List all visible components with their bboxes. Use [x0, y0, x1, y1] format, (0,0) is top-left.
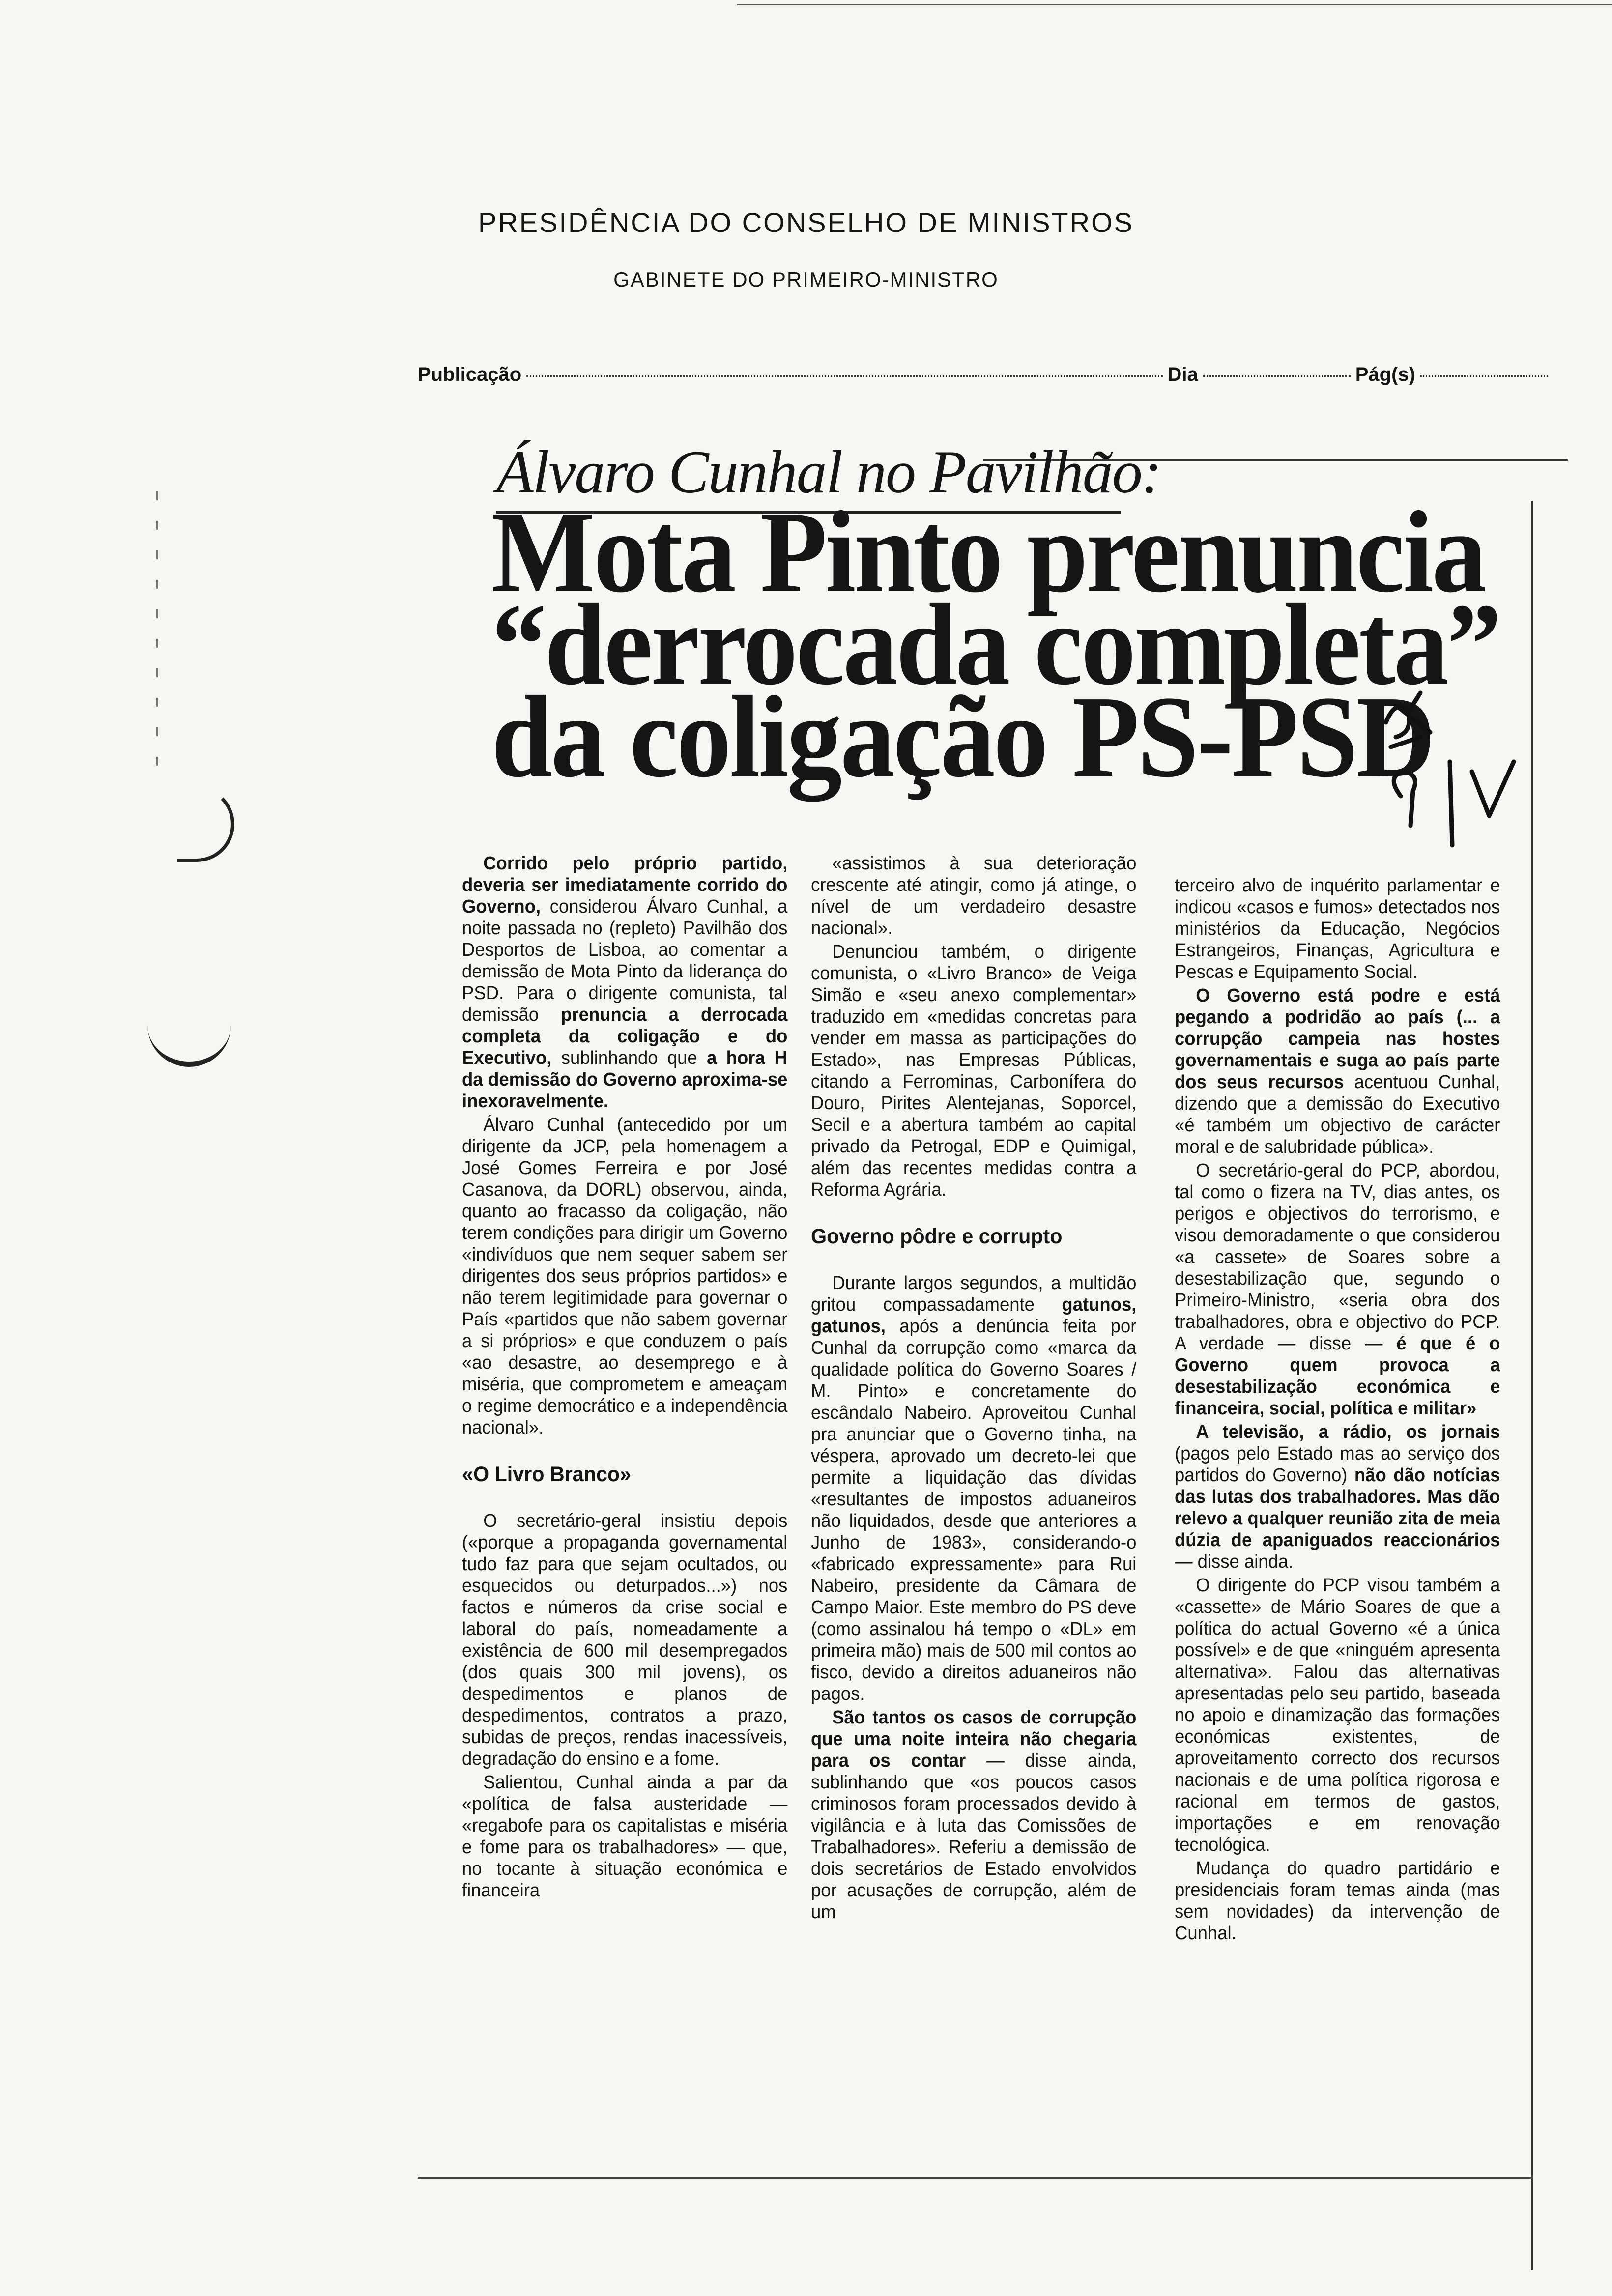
bold-text: O Governo está podre e está pegando a podridão ao país (... a corrupção campeia nas hostes governamentais e suga ao país parte dos seus recursos — [1175, 985, 1500, 1092]
paragraph: terceiro alvo de inquérito parlamentar e indicou «casos e fumos» detectados nos ministérios da Educação, Negócios Estrangeiros, Finanças, Agricultura e Pescas e Equipamento Social. — [1175, 875, 1500, 982]
institution-title: PRESIDÊNCIA DO CONSELHO DE MINISTROS — [478, 207, 1134, 238]
text: acentuou Cunhal, dizendo que a demissão do Executivo «é também um objectivo de carácter moral e de salubridade pública». — [1175, 1072, 1500, 1157]
field-pags-label: Pág(s) — [1355, 364, 1415, 385]
text: — disse ainda. — [1175, 1551, 1294, 1572]
publication-fields — [418, 364, 1548, 386]
paragraph — [811, 1272, 1136, 1705]
paragraph — [462, 853, 787, 1112]
bold-text: São tantos os casos de corrupção que uma noite inteira não chegaria para os contar — [811, 1707, 1137, 1771]
field-publicacao-line — [526, 375, 1162, 377]
paragraph: O secretário-geral insistiu depois («porque a propaganda governamental tudo faz para que sejam ocultados, ou esquecidos ou deturpados...») nos factos e números da crise social e laboral do país, nomeadamente a existência de 600 mil desempregados (dos quais 300 mil jovens), os despedimentos e planos de despedimentos, contratos a prazo, subidas de preços, rendas inacessíveis, degradação do ensino e a fome. — [462, 1511, 788, 1769]
article-headline — [491, 488, 1500, 802]
bold-text: A televisão, a rádio, os jornais — [1196, 1422, 1500, 1442]
paragraph: O dirigente do PCP visou também a «cassette» de Mário Soares de que a política do actual Governo «é a única possível» e de que «ninguém apresenta alternativa». Falou das alternativas apresentadas pelo seu partido, baseada no apoio e dinamização das formações económicas existentes, de aproveitamento correcto dos recursos nacionais e de uma política rigorosa e racional em termos de gastos, importações e em renovação tecnológica. — [1175, 1575, 1500, 1855]
headline-line-1: Mota Pinto prenuncia — [491, 488, 1485, 617]
text: O secretário-geral do PCP, abordou, tal como o fizera na TV, dias antes, os perigos e objectivos do terrorismo, e visou demoradamente o que considerou «a cassete» de Soares sobre a desestabilização que, segundo o Primeiro-Ministro, «seria obra dos trabalhadores, obra e objectivo do PCP. A verdade — disse — — [1175, 1160, 1500, 1354]
binder-hole-marks — [156, 491, 158, 767]
field-dia-line — [1203, 375, 1351, 377]
paragraph — [1175, 1421, 1500, 1573]
article-column-1 — [462, 853, 787, 1903]
text: após a denúncia feita por Cunhal da corrupção como «marca da qualidade política do Governo Soares / M. Pinto» e concretamente do escândalo Nabeiro. Aproveitou Cunhal pra anunciar que o Governo tinha, na véspera, aprovado um decreto-lei que permite a liquidação das dívidas «resultantes de impostos aduaneiros não liquidados, desde que anteriores a Junho de 1983», considerando-o «fabricado expressamente» para Rui Nabeiro, presidente da Câmara de Campo Maior. Este membro do PS deve (como assinalou há tempo o «DL» em primeira mão) mais de 500 mil contos ao fisco, devido a direitos aduaneiros não pagos. — [811, 1316, 1137, 1704]
paragraph: «assistimos à sua deterioração crescente até atingir, como já atinge, o nível de um verdadeiro desastre nacional». — [811, 853, 1137, 939]
paragraph: Salientou, Cunhal ainda a par da «política de falsa austeridade — «regabofe para os capitalistas e miséria e fome para os trabalhadores» — que, no tocante à situação económica e financeira — [462, 1772, 788, 1901]
lead-bold-2: prenuncia a derrocada completa da coligação e do Executivo, — [462, 1004, 788, 1068]
clipping-bottom-rule — [418, 2177, 1533, 2179]
scan-edge-line — [737, 4, 1612, 5]
headline-line-2: “derrocada completa” — [491, 580, 1500, 709]
field-dia-label: Dia — [1167, 364, 1198, 385]
office-title: GABINETE DO PRIMEIRO-MINISTRO — [613, 268, 999, 291]
lead-text-2: sublinhando que — [551, 1048, 707, 1068]
lead-bold-3: a hora H da demissão do Governo aproxima-se inexoravelmente. — [462, 1048, 788, 1112]
field-pags-line — [1420, 375, 1548, 377]
article-kicker: Álvaro Cunhal no Pavilhão: — [496, 438, 1161, 506]
lead-bold: Corrido pelo próprio partido, deveria ser imediatamente corrido do Governo, — [462, 853, 788, 917]
subheading-governo-podre: Governo pôdre e corrupto — [811, 1225, 1063, 1248]
paragraph: Mudança do quadro partidário e presidenciais foram temas ainda (mas sem novidades) da intervenção de Cunhal. — [1175, 1858, 1500, 1944]
paragraph: Denunciou também, o dirigente comunista, o «Livro Branco» de Veiga Simão e «seu anexo complementar» traduzido em «medidas concretas para vender em massa as participações do Estado», nas Empresas Públicas, citando a Ferrominas, Carbonífera do Douro, Pirites Alentejanas, Soporcel, Secil e a abertura também ao capital privado da Petrogal, EDP e Quimigal, além das recentes medidas contra a Reforma Agrária. — [811, 942, 1137, 1200]
handwritten-annotation — [1366, 678, 1543, 850]
article-column-2 — [811, 853, 1136, 1925]
text: Durante largos segundos, a multidão gritou compassadamente — [811, 1273, 1137, 1315]
text: (pagos pelo Estado mas ao serviço dos partidos do Governo) — [1175, 1443, 1500, 1486]
punch-hole-mark-lower — [147, 1003, 231, 1067]
paragraph — [811, 1707, 1136, 1923]
paragraph — [1175, 1160, 1500, 1419]
punch-hole-mark — [177, 786, 234, 862]
article-column-3 — [1175, 875, 1500, 1946]
subheading-livro-branco: «O Livro Branco» — [462, 1463, 632, 1486]
lead-text: considerou Álvaro Cunhal, a noite passada no (repleto) Pavilhão dos Desportos de Lisboa, ao comentar a demissão de Mota Pinto da liderança do PSD. Para o dirigente comunista, tal demissão — [462, 896, 788, 1025]
paragraph: Álvaro Cunhal (antecedido por um dirigente da JCP, pela homenagem a José Gomes Ferreira e por José Casanova, da DORL) observou, ainda, quanto ao fracasso da coligação, não terem condições para dirigir um Governo «indivíduos que nem sequer sabem ser dirigentes dos seus próprios partidos» e não terem legitimidade para governar o País «partidos que não sabem governar a si próprios» e que conduzem o país «ao desastre, ao desemprego e à miséria, que comprometem e ameaçam o regime democrático e a independência nacional». — [462, 1115, 788, 1438]
headline-line-3: da coligação PS-PSD — [491, 672, 1434, 802]
bold-text: não dão notícias das lutas dos trabalhadores. Mas dão relevo a qualquer reunião zita de meia dúzia de apaniguados reaccionários — [1175, 1465, 1500, 1550]
bold-text: é que é o Governo quem provoca a desestabilização económica e financeira, social, política e militar» — [1175, 1333, 1500, 1419]
field-publicacao-label: Publicação — [418, 364, 522, 385]
text: — disse ainda, sublinhando que «os poucos casos criminosos foram processados devido à vigilância e à luta das Comissões de Trabalhadores». Referiu a demissão de dois secretários de Estado envolvidos por acusações de corrupção, além de um — [811, 1751, 1137, 1923]
bold-text: gatunos, gatunos, — [811, 1294, 1137, 1337]
paragraph — [1175, 985, 1500, 1158]
